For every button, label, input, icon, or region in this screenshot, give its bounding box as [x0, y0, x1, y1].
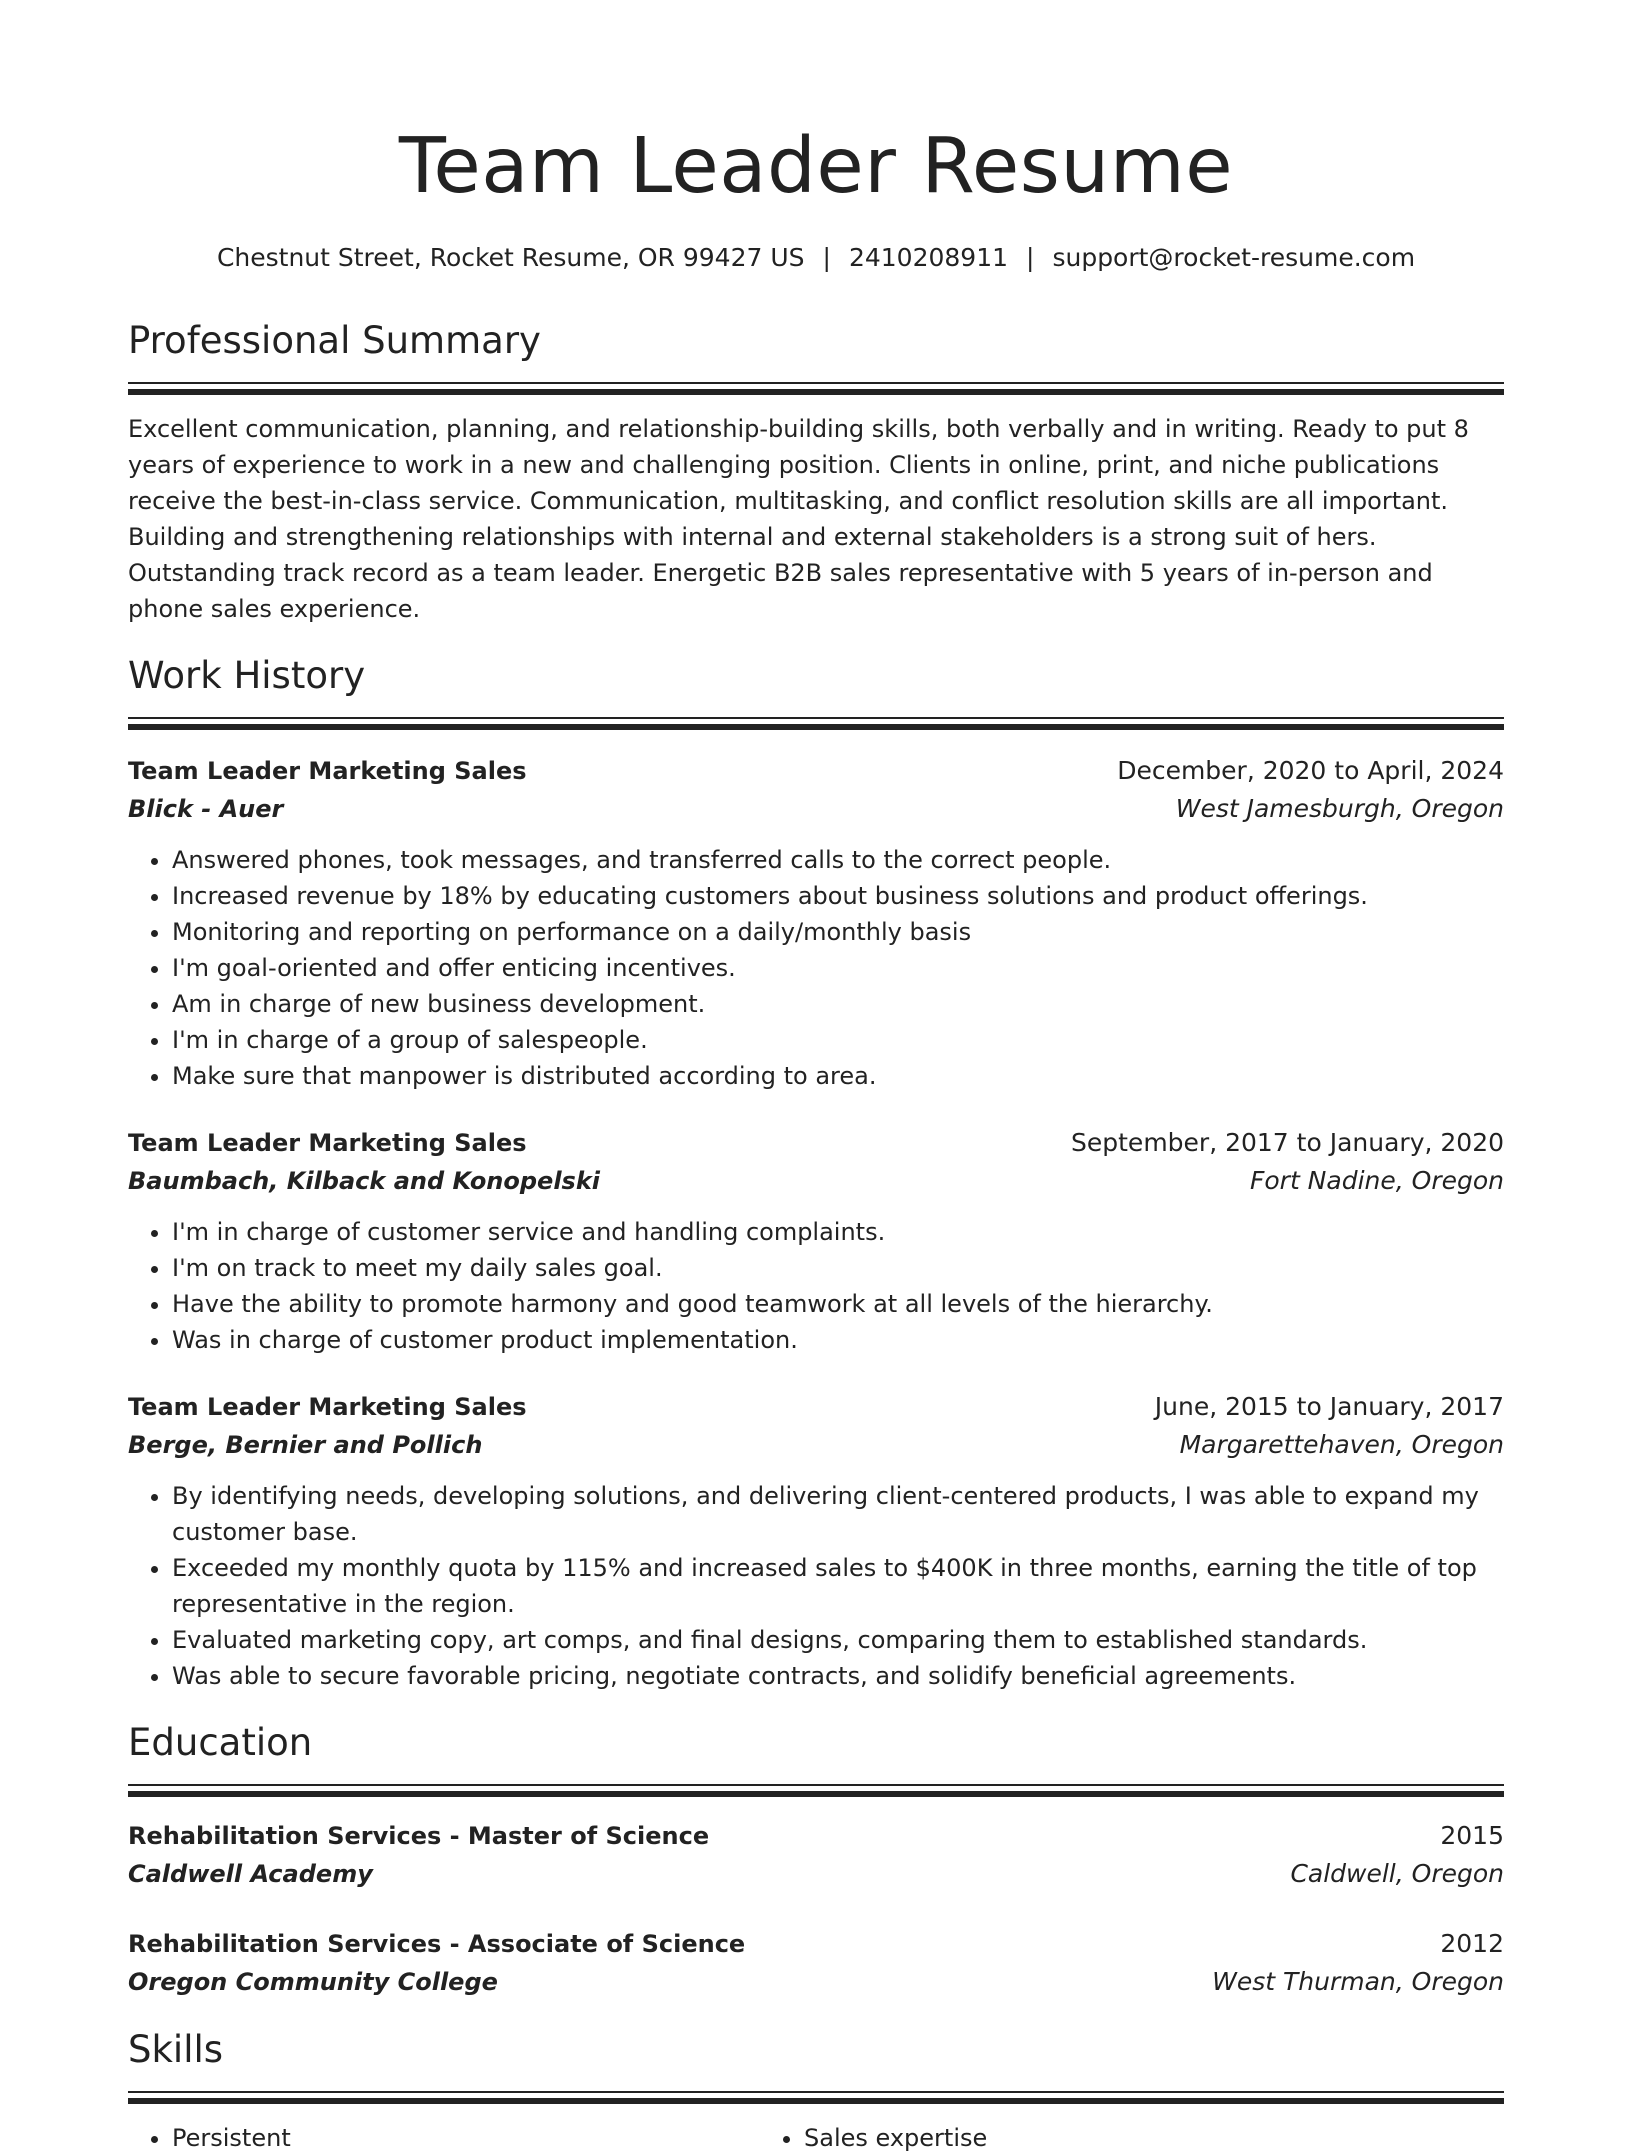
- skills-section: [128, 2028, 1504, 2156]
- list-item: • Answered phones, took messages, and transferred calls to the correct people.: [172, 842, 1504, 878]
- list-item: • Monitoring and reporting on performance on a daily/monthly basis: [172, 914, 1504, 950]
- summary-text: Excellent communication, planning, and relationship-building skills, both verbally and in writing. Ready to put 8 years of experience to work in a new and challenging position. Clients in online, print, and niche publications receive the best-in-class service. Communication, multitasking, and conflict resolution skills are all important. Building and strengthening relationships with internal and external stakeholders is a strong suit of hers. Outstanding track record as a team leader. Energetic B2B sales representative with 5 years of in-person and phone sales experience.: [128, 415, 1469, 623]
- summary-section: [128, 319, 1504, 627]
- education-header: [128, 1925, 1504, 1963]
- list-item: • Was in charge of customer product implementation.: [172, 1322, 1504, 1358]
- job-location: Fort Nadine, Oregon: [1249, 1166, 1504, 1195]
- skills-list: [128, 2120, 1504, 2156]
- work-history-section: [128, 654, 1504, 1694]
- education-subheader: [128, 1855, 1504, 1893]
- job-company: Blick - Auer: [128, 795, 284, 823]
- education-location: Caldwell, Oregon: [1290, 1859, 1504, 1888]
- list-item: • Increased revenue by 18% by educating customers about business solutions and product offerings.: [172, 878, 1504, 914]
- education-year: 2015: [1440, 1821, 1504, 1850]
- contact-email: support@rocket-resume.com: [1052, 243, 1416, 272]
- education-section: [128, 1721, 1504, 2001]
- list-item: • Persistent: [172, 2120, 760, 2156]
- list-item: • I'm in charge of customer service and handling complaints.: [172, 1214, 1504, 1250]
- education-heading: Education: [128, 1721, 313, 1764]
- job-entry: [128, 752, 1504, 1094]
- list-item: • I'm in charge of a group of salespeople.: [172, 1022, 1504, 1058]
- section-divider: [128, 382, 1504, 395]
- education-location: West Thurman, Oregon: [1212, 1967, 1504, 1996]
- list-item: • I'm goal-oriented and offer enticing incentives.: [172, 950, 1504, 986]
- work-history-heading: Work History: [128, 654, 366, 697]
- job-subheader: [128, 1426, 1504, 1464]
- job-title: Team Leader Marketing Sales: [128, 1129, 527, 1157]
- job-subheader: [128, 790, 1504, 828]
- contact-separator: |: [1026, 243, 1035, 272]
- section-divider: [128, 717, 1504, 730]
- section-divider: [128, 1784, 1504, 1797]
- education-school: Caldwell Academy: [128, 1860, 373, 1888]
- section-divider: [128, 2091, 1504, 2104]
- job-bullets: [128, 1214, 1504, 1358]
- contact-separator: |: [822, 243, 831, 272]
- list-item: • Was able to secure favorable pricing, negotiate contracts, and solidify beneficial agreements.: [172, 1658, 1504, 1694]
- resume-title: Team Leader Resume: [398, 122, 1234, 211]
- job-entry: [128, 1388, 1504, 1694]
- list-item: • Am in charge of new business development.: [172, 986, 1504, 1022]
- education-header: [128, 1817, 1504, 1855]
- summary-heading: Professional Summary: [128, 319, 541, 362]
- list-item: • Have the ability to promote harmony and good teamwork at all levels of the hierarchy.: [172, 1286, 1504, 1322]
- education-degree: Rehabilitation Services - Associate of Science: [128, 1930, 746, 1958]
- job-dates: June, 2015 to January, 2017: [1154, 1392, 1504, 1421]
- skills-column-right: [760, 2120, 1392, 2156]
- job-entry: [128, 1124, 1504, 1358]
- list-item: • By identifying needs, developing solutions, and delivering client-centered products, I was able to expand my customer base.: [172, 1478, 1504, 1550]
- list-item: • Evaluated marketing copy, art comps, and final designs, comparing them to established standards.: [172, 1622, 1504, 1658]
- education-school: Oregon Community College: [128, 1968, 498, 1996]
- job-title: Team Leader Marketing Sales: [128, 757, 527, 785]
- contact-address: Chestnut Street, Rocket Resume, OR 99427 US: [216, 243, 805, 272]
- list-item: • I'm on track to meet my daily sales goal.: [172, 1250, 1504, 1286]
- job-header: [128, 1388, 1504, 1426]
- education-entry: [128, 1925, 1504, 2001]
- job-location: West Jamesburgh, Oregon: [1175, 794, 1504, 823]
- contact-phone: 2410208911: [848, 243, 1009, 272]
- job-dates: September, 2017 to January, 2020: [1071, 1128, 1504, 1157]
- job-location: Margarettehaven, Oregon: [1179, 1430, 1504, 1459]
- education-entry: [128, 1817, 1504, 1893]
- education-degree: Rehabilitation Services - Master of Science: [128, 1822, 710, 1850]
- job-company: Baumbach, Kilback and Konopelski: [128, 1167, 601, 1195]
- list-item: • Exceeded my monthly quota by 115% and increased sales to $400K in three months, earning the title of top representative in the region.: [172, 1550, 1504, 1622]
- job-bullets: [128, 1478, 1504, 1694]
- job-title: Team Leader Marketing Sales: [128, 1393, 527, 1421]
- contact-line: [128, 245, 1504, 270]
- education-subheader: [128, 1963, 1504, 2001]
- skills-heading: Skills: [128, 2028, 224, 2071]
- job-bullets: [128, 842, 1504, 1094]
- job-header: [128, 1124, 1504, 1162]
- list-item: • Make sure that manpower is distributed according to area.: [172, 1058, 1504, 1094]
- job-company: Berge, Bernier and Pollich: [128, 1431, 483, 1459]
- skills-column-left: [128, 2120, 760, 2156]
- job-header: [128, 752, 1504, 790]
- list-item: • Sales expertise: [804, 2120, 1392, 2156]
- job-subheader: [128, 1162, 1504, 1200]
- education-year: 2012: [1440, 1929, 1504, 1958]
- job-dates: December, 2020 to April, 2024: [1117, 756, 1504, 785]
